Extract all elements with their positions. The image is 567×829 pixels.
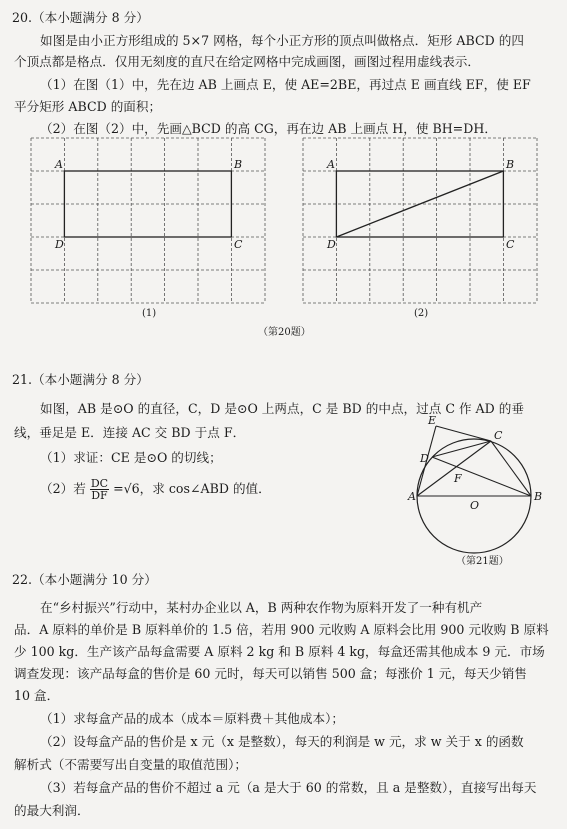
q21-fraction-numerator: DC — [90, 477, 109, 490]
q21-part-2-suffix: =√6，求 cos∠ABD 的值． — [113, 481, 271, 496]
q22-part-2-cont: 解析式（不需要写出自变量的取值范围）； — [14, 757, 247, 772]
q22-part-2: （2）设每盒产品的售价是 x 元（x 是整数），每天的利润是 w 元，求 w 关于 x 的函数 — [40, 734, 524, 749]
q21-figure-caption: （第21题） — [456, 556, 509, 567]
q21-header: 21.（本小题满分 8 分） — [12, 372, 149, 387]
q21-part-2-prefix: （2）若 — [40, 481, 86, 496]
q20-line-1: 如图是由小正方形组成的 5×7 网格，每个小正方形的顶点叫做格点．矩形 ABCD 的四 — [40, 33, 524, 48]
q21-label-b: B — [534, 490, 543, 503]
q20-fig2-label-d: D — [327, 238, 336, 251]
q20-line-3: （1）在图（1）中，先在边 AB 上画点 E，使 AE=2BE，再过点 E 画直线 EF，使 EF — [40, 77, 531, 92]
q22-line-5: 10 盒． — [14, 688, 60, 703]
q21-line-2: 线，垂足是 E．连接 AC 交 BD 于点 F． — [14, 425, 246, 440]
q20-fig1-label-b: B — [234, 158, 243, 171]
q20-fig2-grid — [303, 138, 537, 303]
q21-label-c: C — [494, 429, 503, 442]
q22-part-3: （3）若每盒产品的售价不超过 a 元（a 是大于 60 的常数，且 a 是整数），直接写出每天 — [40, 780, 537, 795]
q21-label-f: F — [454, 472, 462, 485]
q22-part-3-cont: 的最大利润． — [14, 803, 90, 818]
q21-fraction-denominator: DF — [91, 489, 108, 502]
q20-fig1-grid — [31, 138, 265, 303]
q20-line-5: （2）在图（2）中，先画△BCD 的高 CG，再在边 AB 上画点 H，使 BH=DH． — [40, 121, 497, 136]
q22-line-2: 品．A 原料的单价是 B 原料单价的 1.5 倍，若用 900 元收购 A 原料会比用 900 元收购 B 原料 — [14, 622, 549, 637]
q21-label-a: A — [408, 490, 416, 503]
q22-line-3: 少 100 kg．生产该产品每盒需要 A 原料 2 kg 和 B 原料 4 kg，每盒还需其他成本 9 元．市场 — [14, 644, 545, 659]
q20-fig2-label-b: B — [506, 158, 515, 171]
q20-line-4: 平分矩形 ABCD 的面积； — [14, 99, 162, 114]
q21-label-d: D — [420, 452, 429, 465]
q20-line-2: 个顶点都是格点．仅用无刻度的直尺在给定网格中完成画图，画图过程用虚线表示． — [14, 54, 480, 69]
q21-segment-ac — [417, 441, 491, 496]
q22-line-4: 调查发现：该产品每盒的售价是 60 元时，每天可以销售 500 盒；每涨价 1 元，每天少销售 — [14, 666, 527, 681]
q20-figure-caption: （第20题） — [258, 327, 311, 338]
q20-fig1-label-a: A — [55, 158, 63, 171]
q21-label-o: O — [470, 499, 480, 512]
q20-figure-2 — [290, 130, 550, 305]
q21-part-1: （1）求证：CE 是⊙O 的切线； — [40, 450, 222, 465]
q22-header: 22.（本小题满分 10 分） — [12, 572, 157, 587]
q20-header: 20.（本小题满分 8 分） — [12, 10, 149, 25]
q21-figure — [408, 380, 567, 540]
q21-segment-ec — [436, 426, 491, 441]
q20-figure-1 — [18, 130, 278, 305]
q22-line-1: 在“乡村振兴”行动中，某村办企业以 A，B 两种农作物为原料开发了一种有机产 — [40, 600, 483, 615]
q21-fraction — [90, 478, 109, 501]
q20-fig1-caption: (1) — [142, 308, 157, 319]
q20-fig2-label-a: A — [327, 158, 335, 171]
q20-fig1-label-c: C — [234, 238, 243, 251]
q21-part-2 — [40, 478, 271, 501]
q22-part-1: （1）求每盒产品的成本（成本＝原料费＋其他成本）； — [40, 711, 344, 726]
q21-label-e: E — [428, 414, 437, 427]
q20-fig1-label-d: D — [55, 238, 64, 251]
q21-line-1: 如图，AB 是⊙O 的直径，C，D 是⊙O 上两点，C 是 BD 的中点，过点 C 作 AD 的垂 — [40, 401, 524, 416]
q20-fig2-caption: (2) — [414, 308, 429, 319]
q20-fig2-label-c: C — [506, 238, 515, 251]
